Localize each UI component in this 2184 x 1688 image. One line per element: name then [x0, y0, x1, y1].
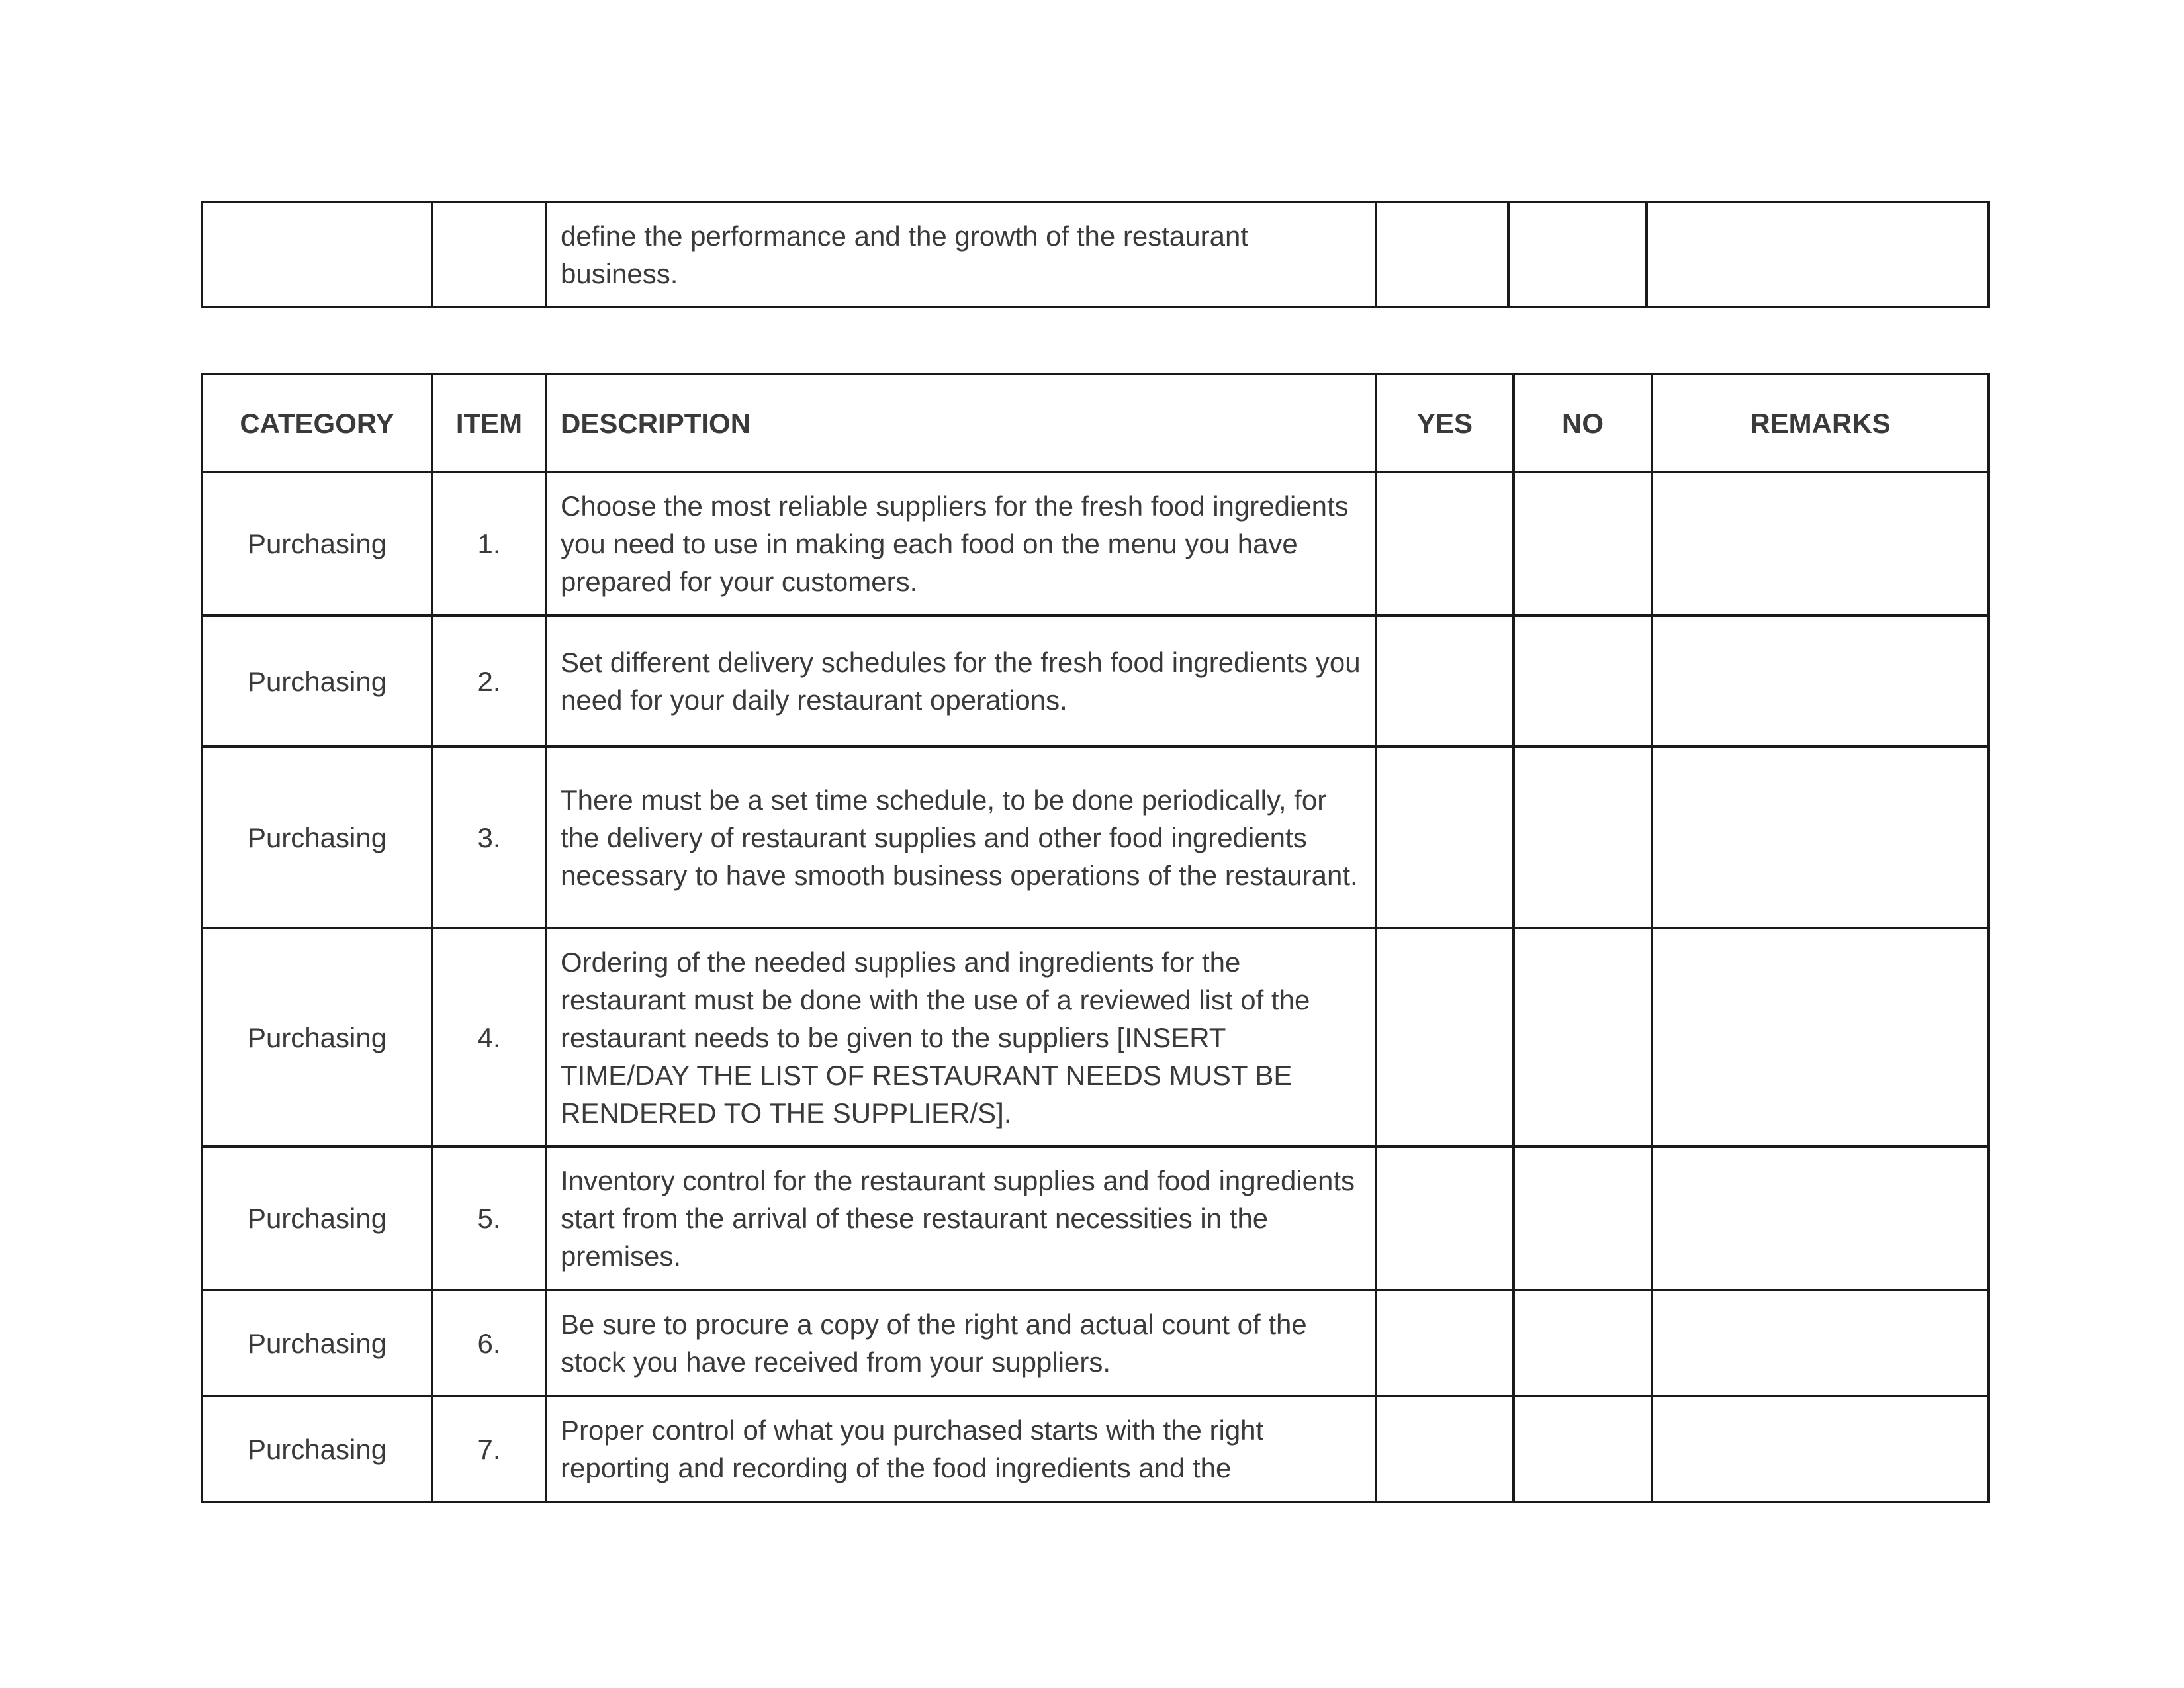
no-cell[interactable] — [1514, 747, 1652, 928]
description-cell: Ordering of the needed supplies and ingredients for the restaurant must be done with the use of a reviewed list of the restaurant needs to be given to the suppliers [INSERT TIME/DAY THE LIST OF RESTAURANT NEEDS MUST BE RENDERED TO THE SUPPLIER/S]. — [546, 928, 1376, 1147]
remarks-cell[interactable] — [1652, 747, 1989, 928]
table-row — [202, 1396, 1989, 1502]
description-cell: Choose the most reliable suppliers for the fresh food ingredients you need to use in making each food on the menu you have prepared for your customers. — [546, 472, 1376, 616]
header-row — [202, 374, 1989, 472]
header-description: DESCRIPTION — [546, 374, 1376, 472]
header-category: CATEGORY — [202, 374, 432, 472]
description-cell: There must be a set time schedule, to be done periodically, for the delivery of restaurant supplies and other food ingredients necessary to have smooth business operations of the restaurant. — [546, 747, 1376, 928]
yes-cell[interactable] — [1376, 1147, 1514, 1290]
no-cell[interactable] — [1514, 1290, 1652, 1396]
yes-cell[interactable] — [1376, 472, 1514, 616]
category-cell: Purchasing — [202, 616, 432, 747]
remarks-cell[interactable] — [1647, 202, 1989, 307]
item-number-cell: 3. — [432, 747, 546, 928]
continuation-row — [202, 202, 1989, 307]
no-cell[interactable] — [1514, 928, 1652, 1147]
remarks-cell[interactable] — [1652, 1290, 1989, 1396]
table-row — [202, 747, 1989, 928]
remarks-cell[interactable] — [1652, 1396, 1989, 1502]
description-cell: Inventory control for the restaurant supplies and food ingredients start from the arrival of these restaurant necessities in the premises. — [546, 1147, 1376, 1290]
category-cell: Purchasing — [202, 472, 432, 616]
item-number-cell: 4. — [432, 928, 546, 1147]
description-cell: Set different delivery schedules for the fresh food ingredients you need for your daily restaurant operations. — [546, 616, 1376, 747]
yes-cell[interactable] — [1376, 1290, 1514, 1396]
table-row — [202, 928, 1989, 1147]
header-remarks: REMARKS — [1652, 374, 1989, 472]
no-cell[interactable] — [1514, 472, 1652, 616]
yes-cell[interactable] — [1376, 202, 1508, 307]
item-number-cell: 1. — [432, 472, 546, 616]
no-cell[interactable] — [1514, 616, 1652, 747]
remarks-cell[interactable] — [1652, 1147, 1989, 1290]
yes-cell[interactable] — [1376, 747, 1514, 928]
table-row — [202, 472, 1989, 616]
yes-cell[interactable] — [1376, 928, 1514, 1147]
remarks-cell[interactable] — [1652, 616, 1989, 747]
table-row — [202, 616, 1989, 747]
yes-cell[interactable] — [1376, 1396, 1514, 1502]
remarks-cell[interactable] — [1652, 472, 1989, 616]
category-cell: Purchasing — [202, 747, 432, 928]
description-cell: Proper control of what you purchased starts with the right reporting and recording of the food ingredients and the — [546, 1396, 1376, 1502]
no-cell[interactable] — [1508, 202, 1647, 307]
header-no: NO — [1514, 374, 1652, 472]
yes-cell[interactable] — [1376, 616, 1514, 747]
description-cell: define the performance and the growth of the restaurant business. — [546, 202, 1376, 307]
table-row — [202, 1147, 1989, 1290]
category-cell: Purchasing — [202, 1147, 432, 1290]
category-cell — [202, 202, 432, 307]
no-cell[interactable] — [1514, 1147, 1652, 1290]
header-yes: YES — [1376, 374, 1514, 472]
item-number-cell: 6. — [432, 1290, 546, 1396]
category-cell: Purchasing — [202, 928, 432, 1147]
item-number-cell: 5. — [432, 1147, 546, 1290]
checklist-table — [201, 373, 1990, 1503]
table-row — [202, 1290, 1989, 1396]
remarks-cell[interactable] — [1652, 928, 1989, 1147]
continuation-table — [201, 201, 1990, 308]
header-item: ITEM — [432, 374, 546, 472]
category-cell: Purchasing — [202, 1290, 432, 1396]
no-cell[interactable] — [1514, 1396, 1652, 1502]
item-number-cell: 7. — [432, 1396, 546, 1502]
category-cell: Purchasing — [202, 1396, 432, 1502]
description-cell: Be sure to procure a copy of the right and actual count of the stock you have received from your suppliers. — [546, 1290, 1376, 1396]
item-cell — [432, 202, 546, 307]
item-number-cell: 2. — [432, 616, 546, 747]
